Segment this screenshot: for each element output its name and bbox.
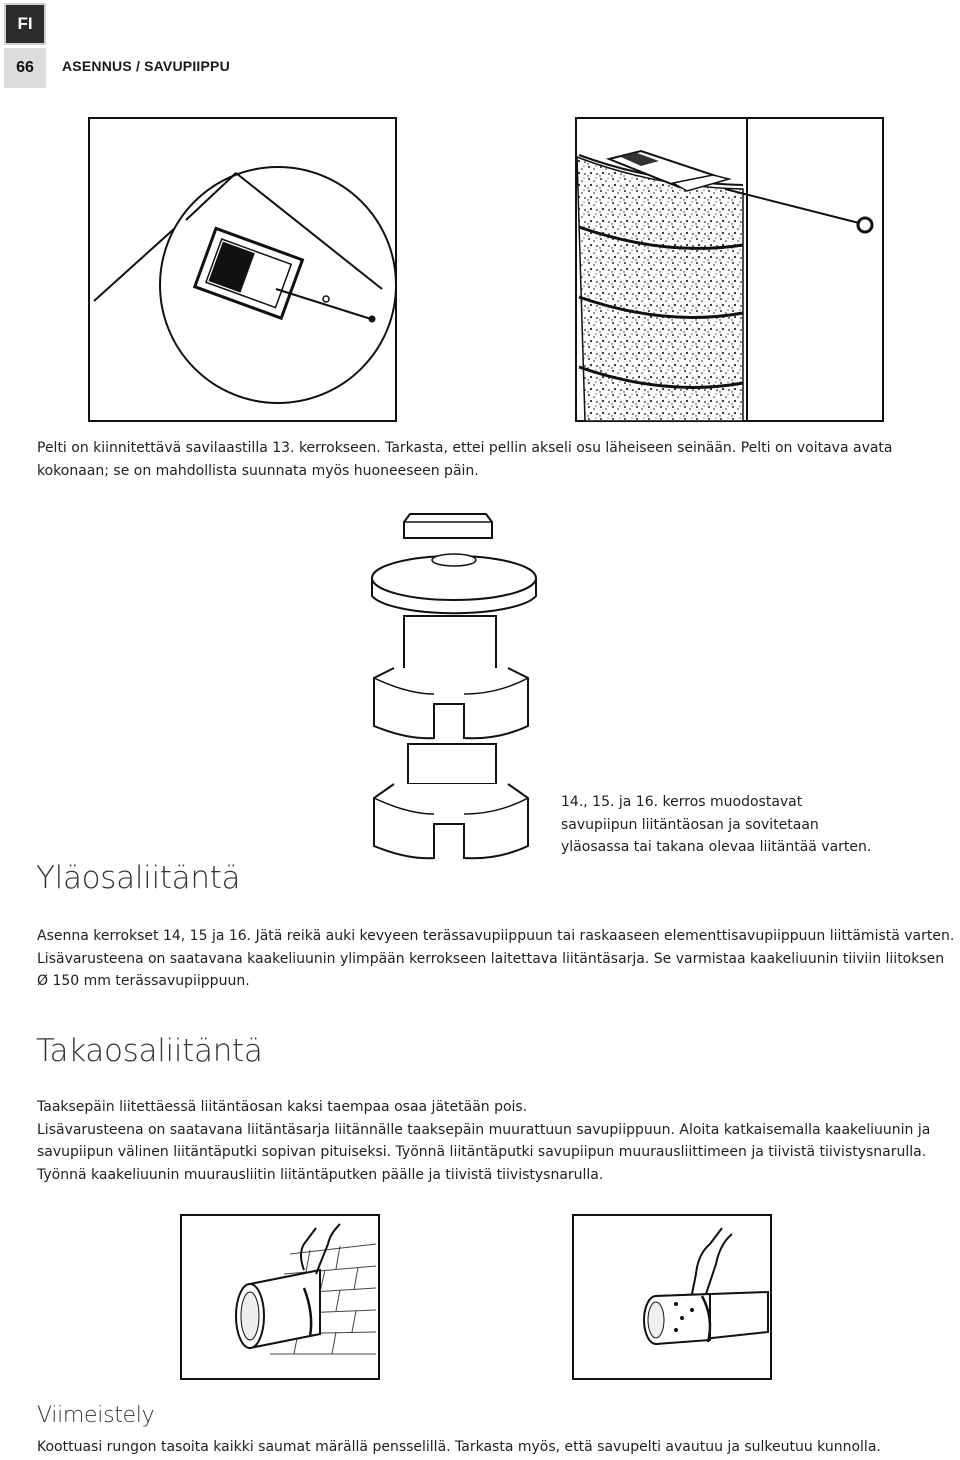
connection-layers-illustration [368, 508, 543, 863]
chimney-damper-illustration [575, 117, 885, 423]
pipe-masonry-illustration [180, 1214, 380, 1380]
rear-connection-body [37, 1096, 957, 1186]
top-connection-heading: Yläosaliitäntä [36, 860, 241, 896]
rear-connection-heading: Takaosaliitäntä [36, 1033, 263, 1069]
finishing-body: Koottuasi rungon tasoita kaikki saumat märällä pensselillä. Tarkasta myös, että savupelti avautuu ja sulkeutuu kunnolla. [37, 1439, 881, 1455]
section-title: ASENNUS / SAVUPIIPPU [62, 58, 230, 74]
damper-caption: Pelti on kiinnitettävä savilaastilla 13. kerrokseen. Tarkasta, ettei pellin akseli osu läheiseen seinään. Pelti on voitava avata kokonaan; se on mahdollista suunnata myös huoneeseen päin. [37, 440, 893, 479]
pipe-connection-illustration [572, 1214, 772, 1380]
top-connection-side-note: 14., 15. ja 16. kerros muodostavat savupiipun liitäntäosan ja sovitetaan yläosassa tai takana olevaa liitäntää varten. [561, 794, 872, 855]
top-connection-body: Asenna kerrokset 14, 15 ja 16. Jätä reikä auki kevyeen terässavupiippuun tai raskaaseen elementtisavupiippuun liittämistä varten. Lisävarusteena on saatavana kaakeliuunin ylimpään kerrokseen laitettava liitäntäsarja. Se varmistaa kaakeliuunin tiiviin liitoksen Ø 150 mm terässavupiippuun. [37, 928, 955, 989]
finishing-heading: Viimeistely [37, 1403, 155, 1428]
language-tab: FI [4, 3, 46, 45]
page-number: 66 [4, 48, 46, 88]
rear-connection-para-1: Taaksepäin liitettäessä liitäntäosan kaksi taempaa osaa jätetään pois. [37, 1099, 528, 1115]
damper-top-view-illustration [88, 117, 398, 423]
rear-connection-para-2: Lisävarusteena on saatavana liitäntäsarja liitännälle taaksepäin muurattuun savupiippuun. Aloita katkaisemalla kaakeliuunin ja savupiipun välinen liitäntäputki sopivan pituiseksi. Työnnä liitäntäputki savupiipun muurausliittimeen ja tiivistä tiivistysnarulla. Työnnä kaakeliuunin muurausliitin liitäntäputken päälle ja tiivistä tiivistysnarulla. [37, 1121, 931, 1183]
